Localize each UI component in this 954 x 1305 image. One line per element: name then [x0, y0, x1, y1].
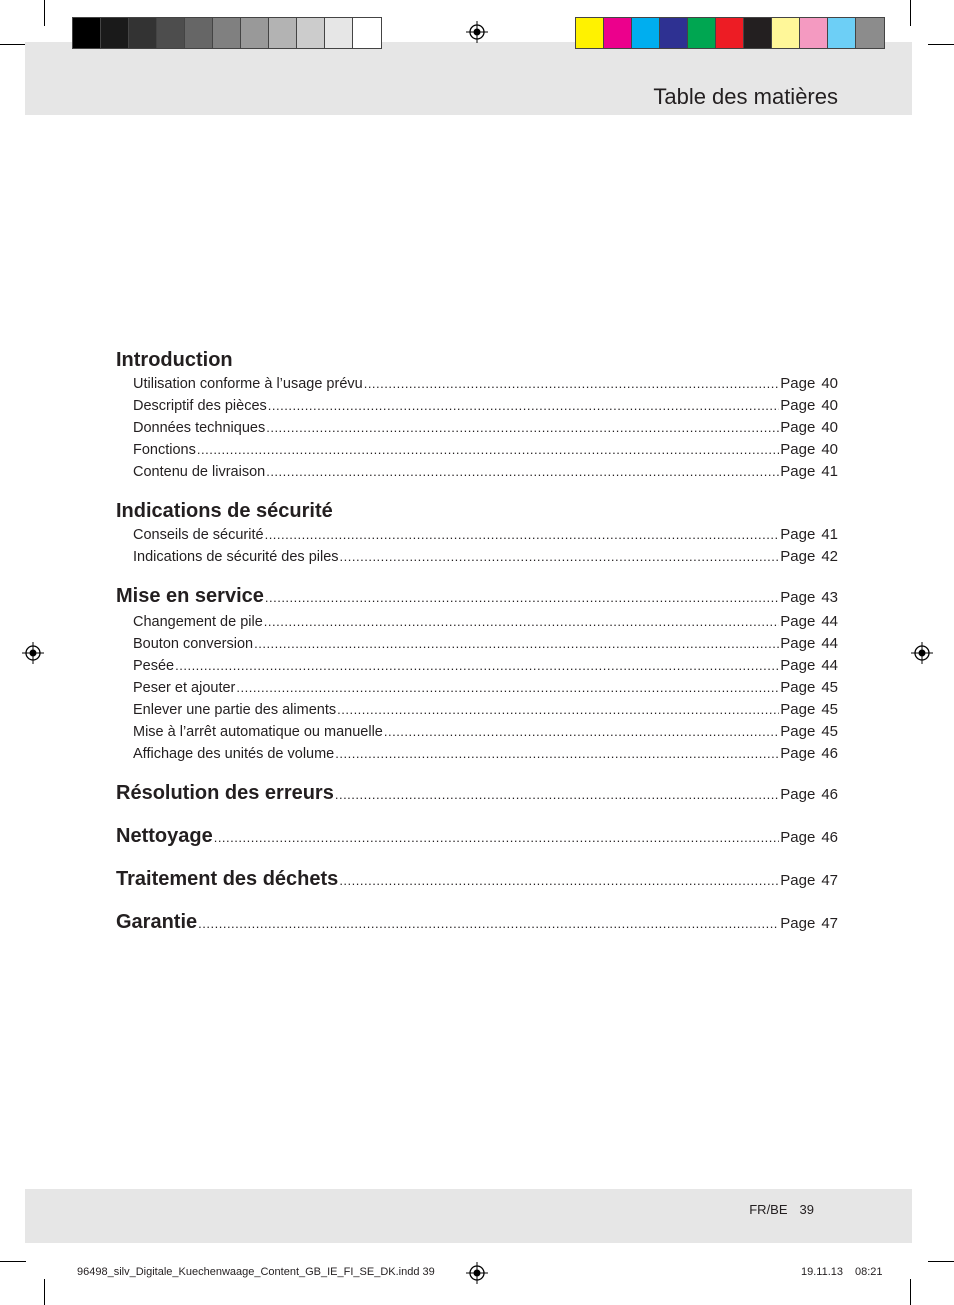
toc-page-ref: [780, 461, 838, 483]
toc-page-word: Page: [780, 829, 816, 846]
toc-page-number: 40: [821, 441, 838, 458]
color-swatch: [632, 18, 660, 48]
toc-page-word: Page: [780, 419, 816, 436]
toc-entry-title: Pesée: [133, 658, 175, 674]
toc-leader-dots: [214, 825, 780, 851]
toc-leader-dots: [266, 417, 779, 439]
table-of-contents: [116, 347, 838, 952]
toc-leader-dots: [384, 721, 779, 743]
toc-entry[interactable]: [116, 461, 838, 483]
toc-page-number: 45: [821, 679, 838, 696]
toc-leader-dots: [340, 546, 780, 568]
crop-mark: [928, 44, 954, 45]
toc-page-number: 45: [821, 723, 838, 740]
toc-section-heading[interactable]: [116, 866, 838, 894]
toc-page-word: Page: [780, 786, 816, 803]
toc-page-word: Page: [780, 872, 816, 889]
toc-page-ref: [780, 417, 838, 439]
slug-date: 19.11.13: [801, 1266, 844, 1278]
color-swatch: [157, 18, 185, 48]
toc-entry[interactable]: [116, 546, 838, 568]
toc-section-heading[interactable]: [116, 780, 838, 808]
footer-page-number: [749, 1202, 814, 1217]
toc-page-ref: [780, 395, 838, 417]
crop-mark: [928, 1261, 954, 1262]
toc-page-word: Page: [780, 745, 816, 762]
registration-mark-icon: [466, 1262, 488, 1284]
toc-page-word: Page: [780, 701, 816, 718]
toc-section: [116, 780, 838, 808]
toc-entry-title: Enlever une partie des aliments: [133, 702, 337, 718]
toc-page-ref: [780, 524, 838, 546]
toc-heading-title: Introduction: [116, 349, 233, 371]
registration-mark-icon: [911, 642, 933, 664]
toc-page-ref: [780, 546, 838, 568]
toc-leader-dots: [364, 373, 780, 395]
toc-heading-title: Traitement des déchets: [116, 868, 339, 890]
toc-section-heading[interactable]: [116, 583, 838, 611]
toc-page-word: Page: [780, 613, 816, 630]
toc-section: [116, 909, 838, 937]
crop-mark: [0, 44, 26, 45]
toc-section-heading[interactable]: [116, 909, 838, 937]
toc-entry-title: Peser et ajouter: [133, 680, 236, 696]
toc-page-ref: [780, 677, 838, 699]
toc-leader-dots: [198, 911, 779, 937]
toc-entry[interactable]: [116, 395, 838, 417]
toc-heading-title: Résolution des erreurs: [116, 782, 334, 804]
toc-section: [116, 866, 838, 894]
crop-mark: [44, 0, 45, 26]
toc-section: [116, 347, 838, 483]
toc-entry-title: Mise à l’arrêt automatique ou manuelle: [133, 724, 383, 740]
crop-mark: [0, 1261, 26, 1262]
process-color-bar: [575, 17, 885, 49]
toc-entry[interactable]: [116, 743, 838, 765]
toc-page-ref: [780, 585, 838, 611]
toc-page-ref: [780, 743, 838, 765]
toc-page-number: 46: [821, 786, 838, 803]
toc-entry[interactable]: [116, 677, 838, 699]
color-swatch: [744, 18, 772, 48]
toc-entry[interactable]: [116, 373, 838, 395]
toc-leader-dots: [264, 611, 779, 633]
toc-page-number: 43: [821, 589, 838, 606]
toc-entry-title: Utilisation conforme à l’usage prévu: [133, 376, 363, 392]
toc-heading-title: Nettoyage: [116, 825, 213, 847]
color-swatch: [772, 18, 800, 48]
toc-page-ref: [780, 439, 838, 461]
page-title: Table des matières: [653, 84, 838, 109]
toc-entry-title: Conseils de sécurité: [133, 527, 264, 543]
toc-leader-dots: [266, 461, 779, 483]
toc-page-ref: [780, 782, 838, 808]
toc-page-word: Page: [780, 915, 816, 932]
color-swatch: [353, 18, 381, 48]
registration-mark-icon: [466, 21, 488, 43]
toc-heading-title: Mise en service: [116, 585, 264, 607]
slug-time: 08:21: [855, 1266, 883, 1278]
toc-page-ref: [780, 633, 838, 655]
toc-page-word: Page: [780, 657, 816, 674]
grayscale-color-bar: [72, 17, 382, 49]
toc-entry[interactable]: [116, 439, 838, 461]
color-swatch: [73, 18, 101, 48]
toc-page-number: 46: [821, 745, 838, 762]
toc-heading-title: Garantie: [116, 911, 198, 933]
slug-datetime: [801, 1266, 883, 1278]
toc-page-ref: [780, 868, 838, 894]
toc-page-ref: [780, 911, 838, 937]
toc-page-number: 44: [821, 657, 838, 674]
toc-entry[interactable]: [116, 417, 838, 439]
toc-entry-title: Indications de sécurité des piles: [133, 549, 339, 565]
toc-leader-dots: [337, 699, 779, 721]
toc-section: [116, 583, 838, 765]
toc-page-ref: [780, 699, 838, 721]
color-swatch: [241, 18, 269, 48]
toc-page-word: Page: [780, 526, 816, 543]
toc-page-number: 40: [821, 375, 838, 392]
toc-page-number: 42: [821, 548, 838, 565]
color-swatch: [297, 18, 325, 48]
toc-leader-dots: [339, 868, 779, 894]
toc-leader-dots: [197, 439, 779, 461]
color-swatch: [185, 18, 213, 48]
color-swatch: [828, 18, 856, 48]
color-swatch: [660, 18, 688, 48]
color-swatch: [325, 18, 353, 48]
toc-page-word: Page: [780, 679, 816, 696]
toc-entry[interactable]: [116, 721, 838, 743]
color-swatch: [688, 18, 716, 48]
toc-entry-title: Bouton conversion: [133, 636, 254, 652]
toc-entry[interactable]: [116, 611, 838, 633]
registration-mark-icon: [22, 642, 44, 664]
toc-entry[interactable]: [116, 524, 838, 546]
toc-page-word: Page: [780, 397, 816, 414]
color-swatch: [856, 18, 884, 48]
toc-section-heading[interactable]: [116, 498, 838, 524]
crop-mark: [910, 0, 911, 26]
toc-page-ref: [780, 373, 838, 395]
toc-page-word: Page: [780, 589, 816, 606]
color-swatch: [213, 18, 241, 48]
toc-page-number: 44: [821, 635, 838, 652]
toc-page-number: 45: [821, 701, 838, 718]
toc-page-word: Page: [780, 441, 816, 458]
toc-entry-title: Données techniques: [133, 420, 266, 436]
toc-section-heading[interactable]: [116, 823, 838, 851]
toc-leader-dots: [265, 524, 780, 546]
toc-section-heading[interactable]: [116, 347, 838, 373]
toc-entry-title: Changement de pile: [133, 614, 263, 630]
color-swatch: [269, 18, 297, 48]
toc-entry-title: Contenu de livraison: [133, 464, 266, 480]
toc-leader-dots: [236, 677, 779, 699]
toc-page-word: Page: [780, 723, 816, 740]
toc-page-number: 47: [821, 915, 838, 932]
toc-heading-title: Indications de sécurité: [116, 500, 333, 522]
toc-entry-title: Fonctions: [133, 442, 196, 458]
toc-page-number: 41: [821, 463, 838, 480]
toc-leader-dots: [335, 782, 779, 808]
toc-leader-dots: [175, 655, 779, 677]
toc-section: [116, 823, 838, 851]
toc-entry-title: Affichage des unités de volume: [133, 746, 335, 762]
toc-entry-title: Descriptif des pièces: [133, 398, 267, 414]
crop-mark: [44, 1279, 45, 1305]
toc-page-ref: [780, 825, 838, 851]
toc-page-number: 46: [821, 829, 838, 846]
toc-page-number: 47: [821, 872, 838, 889]
toc-leader-dots: [265, 585, 779, 611]
toc-page-word: Page: [780, 375, 816, 392]
toc-leader-dots: [254, 633, 779, 655]
toc-section: [116, 498, 838, 568]
toc-page-number: 40: [821, 419, 838, 436]
footer-page-num: 39: [799, 1202, 814, 1217]
toc-page-number: 40: [821, 397, 838, 414]
toc-page-ref: [780, 721, 838, 743]
footer-locale: FR/BE: [749, 1202, 788, 1217]
color-swatch: [800, 18, 828, 48]
toc-page-word: Page: [780, 463, 816, 480]
color-swatch: [101, 18, 129, 48]
slug-filename: 96498_silv_Digitale_Kuechenwaage_Content_GB_IE_FI_SE_DK.indd 39: [77, 1266, 435, 1278]
toc-leader-dots: [268, 395, 779, 417]
toc-entry[interactable]: [116, 699, 838, 721]
toc-page-number: 41: [821, 526, 838, 543]
toc-page-ref: [780, 611, 838, 633]
toc-page-word: Page: [780, 548, 816, 565]
toc-leader-dots: [335, 743, 779, 765]
color-swatch: [604, 18, 632, 48]
toc-page-word: Page: [780, 635, 816, 652]
color-swatch: [576, 18, 604, 48]
color-swatch: [129, 18, 157, 48]
toc-page-ref: [780, 655, 838, 677]
color-swatch: [716, 18, 744, 48]
toc-page-number: 44: [821, 613, 838, 630]
crop-mark: [910, 1279, 911, 1305]
toc-entry[interactable]: [116, 633, 838, 655]
toc-entry[interactable]: [116, 655, 838, 677]
